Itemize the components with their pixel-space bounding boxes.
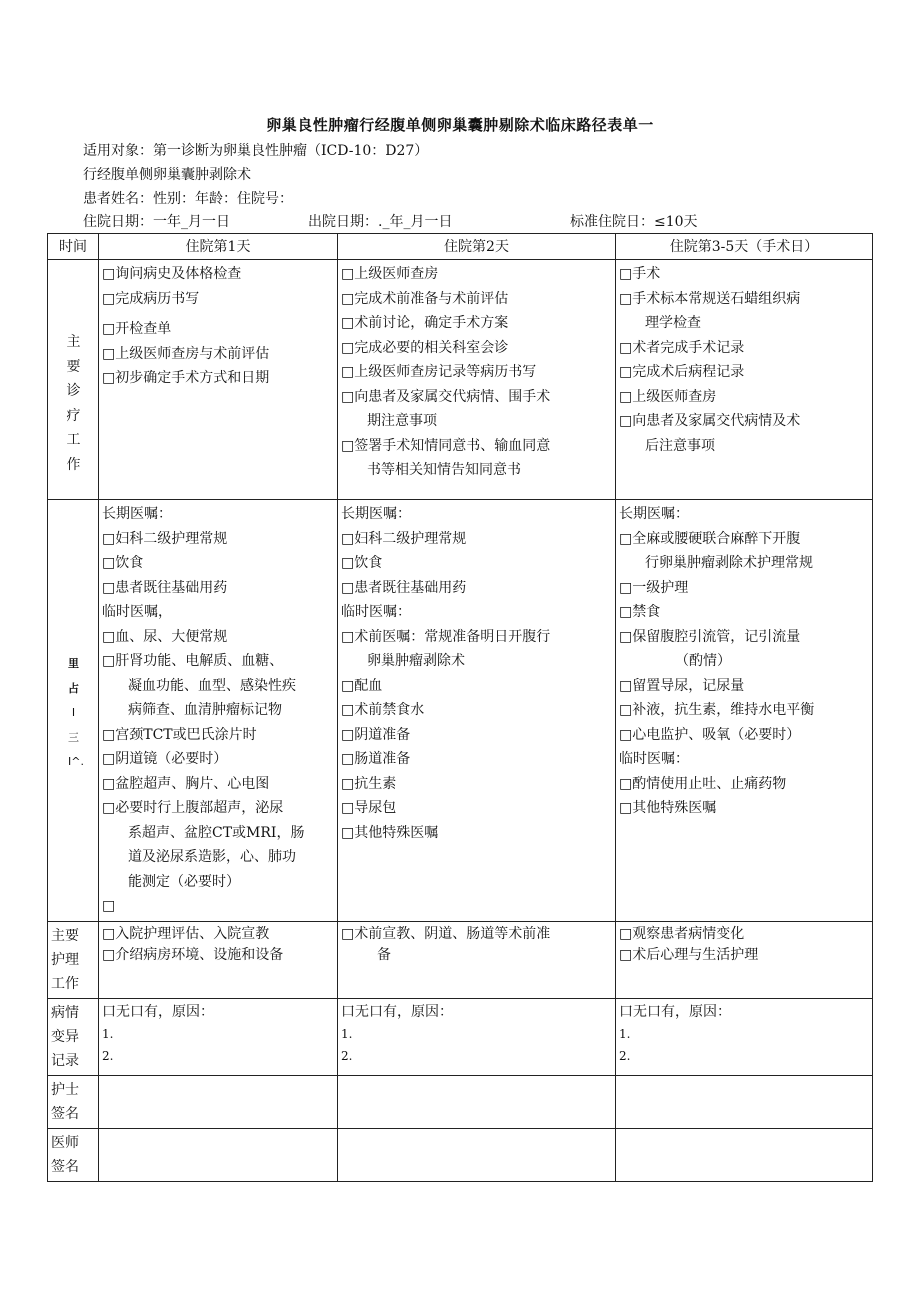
col-day3: 住院第3-5天（手术日）	[616, 234, 873, 260]
list-item[interactable]: □完成术前准备与术前评估	[341, 290, 509, 307]
list-item[interactable]: □术前医嘱：常规准备明日开腹行	[341, 628, 551, 645]
list-item[interactable]: □心电监护、吸氧（必要时）	[619, 726, 801, 743]
list-item[interactable]: □肠道准备	[341, 751, 411, 767]
nurse-sign-day2[interactable]	[338, 1075, 616, 1128]
list-item[interactable]: □完成必要的相关科室会诊	[341, 339, 509, 356]
list-item[interactable]: □初步确定手术方式和日期	[102, 370, 270, 386]
nursing-label: 主要 护理 工作	[48, 921, 99, 998]
orders-day3	[616, 500, 873, 922]
list-item[interactable]: □阴道镜（必要时）	[102, 751, 228, 767]
main-work-day2	[338, 260, 616, 500]
clinical-pathway-table	[47, 233, 873, 1182]
list-item[interactable]: □保留腹腔引流管，记引流量	[619, 628, 801, 645]
col-time: 时间	[48, 234, 99, 260]
list-item[interactable]: □抗生素	[341, 775, 397, 792]
empty-checkbox[interactable]: □	[102, 898, 116, 914]
list-item[interactable]: □配血	[341, 677, 383, 694]
list-item[interactable]: □术前宣教、阴道、肠道等术前准	[341, 925, 551, 942]
discharge-date: 出院日期：._年_月一日	[308, 214, 453, 230]
variance-row	[48, 998, 873, 1075]
list-item[interactable]: □饮食	[102, 555, 144, 571]
list-item-cont: 行卵巢肿瘤剥除术护理常规	[645, 555, 813, 571]
list-item[interactable]: □入院护理评估、入院宣教	[102, 925, 270, 942]
orders-day2	[338, 500, 616, 922]
main-work-label: 主 要 诊 疗 工 作	[48, 260, 99, 500]
list-item-cont: 道及泌尿系造影，心、肺功	[128, 849, 296, 865]
list-item[interactable]: □开检查单	[102, 321, 172, 337]
nursing-day3	[616, 921, 873, 998]
main-work-row	[48, 260, 873, 500]
list-item-cont: 备	[377, 946, 391, 963]
list-item-cont: 理学检查	[645, 315, 701, 331]
patient-line: 患者姓名：性别：年龄：住院号：	[83, 191, 293, 207]
list-item[interactable]: □手术	[619, 266, 661, 282]
list-item[interactable]: □血、尿、大便常规	[102, 628, 228, 645]
doctor-sign-day3[interactable]	[616, 1128, 873, 1181]
doctor-sign-day1[interactable]	[99, 1128, 338, 1181]
list-item[interactable]: □向患者及家属交代病情、围手术	[341, 388, 551, 405]
doctor-sign-row	[48, 1128, 873, 1181]
list-item[interactable]: □导尿包	[341, 800, 397, 816]
list-item[interactable]: □向患者及家属交代病情及术	[619, 413, 801, 429]
list-item-cont: 后注意事项	[645, 437, 715, 454]
list-item[interactable]: □酌情使用止吐、止痛药物	[619, 775, 787, 792]
list-item-cont: 系超声、盆腔CT或MRI，肠	[128, 824, 305, 841]
variance-day3[interactable]: 口无口有，原因： 1. 2.	[616, 998, 873, 1075]
target-line: 适用对象：第一诊断为卵巢良性肿瘤（ICD-10：D27）	[83, 143, 429, 159]
list-item-cont: 病筛查、血清肿瘤标记物	[128, 702, 282, 718]
admit-date: 住院日期：一年_月一日	[83, 214, 230, 230]
list-item[interactable]: □饮食	[341, 555, 383, 571]
list-item[interactable]: □必要时行上腹部超声，泌尿	[102, 800, 284, 816]
nursing-day2	[338, 921, 616, 998]
list-item-cont: 书等相关知情告知同意书	[367, 462, 521, 478]
list-item[interactable]: □术后心理与生活护理	[619, 946, 759, 963]
variance-reason[interactable]: 口无口有，原因：	[102, 1003, 214, 1020]
variance-reason[interactable]: 口无口有，原因：	[619, 1003, 731, 1020]
list-item[interactable]: □完成术后病程记录	[619, 364, 745, 380]
page-title: 卵巢良性肿瘤行经腹单侧卵巢囊肿剔除术临床路径表单一	[266, 116, 654, 134]
list-item[interactable]: □一级护理	[619, 579, 689, 596]
nurse-sign-day1[interactable]	[99, 1075, 338, 1128]
variance-day1[interactable]: 口无口有，原因： 1. 2.	[99, 998, 338, 1075]
list-item-cont: 凝血功能、血型、感染性疾	[128, 677, 296, 694]
list-item[interactable]: □其他特殊医嘱	[619, 800, 717, 816]
list-item[interactable]: □补液，抗生素，维持水电平衡	[619, 702, 815, 718]
variance-label: 病情 变异 记录	[48, 998, 99, 1075]
list-item[interactable]: □留置导尿，记尿量	[619, 677, 745, 694]
list-heading: 临时医嘱：	[341, 604, 411, 620]
list-item[interactable]: □术前禁食水	[341, 702, 425, 718]
list-heading: 长期医嘱：	[341, 506, 411, 522]
list-item[interactable]: □手术标本常规送石蜡组织病	[619, 290, 801, 307]
nursing-day1	[99, 921, 338, 998]
orders-label: 里占 I三 I^.	[48, 500, 99, 922]
list-item-cont: 期注意事项	[367, 413, 437, 429]
list-item-cont: 卵巢肿瘤剥除术	[367, 653, 465, 669]
list-item[interactable]: □患者既往基础用药	[341, 579, 467, 596]
list-item[interactable]: □签署手术知情同意书、输血同意	[341, 437, 551, 454]
list-item[interactable]: □妇科二级护理常规	[341, 530, 467, 547]
nurse-sign-row	[48, 1075, 873, 1128]
list-item[interactable]: □妇科二级护理常规	[102, 530, 228, 547]
standard-stay: 标准住院日：≤10天	[570, 214, 698, 230]
list-item[interactable]: □完成病历书写	[102, 290, 200, 307]
doctor-sign-label: 医师 签名	[48, 1128, 99, 1181]
dates-line	[83, 211, 883, 231]
list-item[interactable]: □术者完成手术记录	[619, 339, 745, 356]
list-item[interactable]: □上级医师查房与术前评估	[102, 345, 270, 362]
list-item[interactable]: □观察患者病情变化	[619, 925, 745, 942]
list-item[interactable]: □询问病史及体格检查	[102, 266, 242, 282]
list-item[interactable]: □阴道准备	[341, 726, 411, 743]
list-item[interactable]: □介绍病房环境、设施和设备	[102, 946, 284, 963]
list-item[interactable]: □禁食	[619, 604, 661, 620]
list-item[interactable]: □宫颈TCT或巴氏涂片时	[102, 726, 257, 743]
orders-day1	[99, 500, 338, 922]
list-heading: 临时医嘱，	[102, 604, 172, 620]
main-work-day3	[616, 260, 873, 500]
procedure-line: 行经腹单侧卵巢囊肿剥除术	[83, 167, 251, 183]
col-day1: 住院第1天	[99, 234, 338, 260]
list-item-cont: 能测定（必要时）	[128, 873, 240, 890]
list-item[interactable]: □上级医师查房	[341, 266, 439, 282]
list-item[interactable]: □盆腔超声、胸片、心电图	[102, 775, 270, 792]
nurse-sign-day3[interactable]	[616, 1075, 873, 1128]
nursing-row	[48, 921, 873, 998]
variance-day2[interactable]: 口无口有，原因： 1. 2.	[338, 998, 616, 1075]
col-day2: 住院第2天	[338, 234, 616, 260]
doctor-sign-day2[interactable]	[338, 1128, 616, 1181]
list-item-cont: （酌情）	[675, 653, 731, 669]
main-work-day1	[99, 260, 338, 500]
list-item[interactable]: □上级医师查房	[619, 388, 717, 405]
nurse-sign-label: 护士 签名	[48, 1075, 99, 1128]
variance-reason[interactable]: 口无口有，原因：	[341, 1003, 453, 1020]
list-item[interactable]: □全麻或腰硬联合麻醉下开腹	[619, 530, 801, 547]
header-row	[48, 234, 873, 260]
list-item[interactable]: □患者既往基础用药	[102, 579, 228, 596]
list-heading: 长期医嘱：	[619, 506, 689, 522]
list-heading: 临时医嘱：	[619, 751, 689, 767]
list-item[interactable]: □术前讨论，确定手术方案	[341, 315, 509, 331]
list-item[interactable]: □肝肾功能、电解质、血糖、	[102, 653, 284, 669]
list-item[interactable]: □其他特殊医嘱	[341, 824, 439, 841]
list-item[interactable]: □上级医师查房记录等病历书写	[341, 364, 537, 380]
orders-row	[48, 500, 873, 922]
list-heading: 长期医嘱：	[102, 506, 172, 522]
